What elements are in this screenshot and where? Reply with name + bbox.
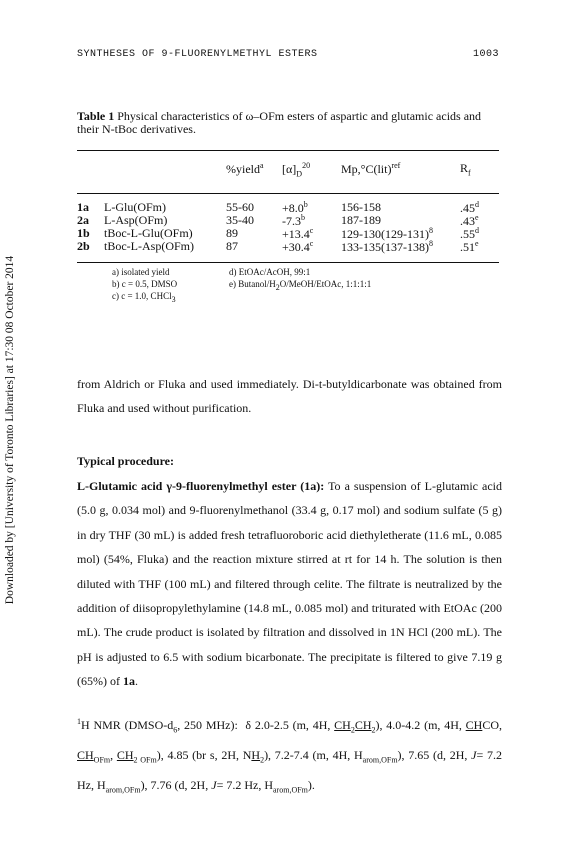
download-notice: Downloaded by [University of Toronto Libraries] at 17:30 08 October 2014 [4, 255, 16, 605]
row-mp: $129-130(129-131)^8$ [341, 226, 433, 241]
page-number: 1003 [472, 49, 499, 60]
table-bottom-rule [77, 262, 499, 263]
table-caption-text: Physical characteristics of ω–OFm esters of aspartic and glutamic acids and their N-tBoc derivatives. [77, 109, 482, 136]
table-caption [77, 110, 502, 136]
row-id: 2b [77, 239, 90, 253]
row-id: 1b [77, 226, 90, 240]
row-mp: $133-135(137-138)^8$ [341, 239, 433, 254]
row-rotation: +30.4$^c$ [282, 239, 314, 254]
col-rotation: $[\alpha]_D^{20}$ [282, 161, 311, 179]
row-mp: 156-158 [341, 200, 381, 214]
col-mp: Mp,°C(lit)$^{ref}$ [341, 161, 401, 176]
row-rotation: +8.0$^b$ [282, 200, 308, 215]
procedure-title: L-Glutamic acid γ-9-fluorenylmethyl ester (1a): [77, 479, 325, 493]
table-header-rule [77, 193, 499, 194]
section-title: Typical procedure: [77, 454, 174, 468]
row-rf: .45$^d$ [460, 200, 479, 215]
row-yield: 87 [226, 239, 238, 253]
row-mp: 187-189 [341, 213, 381, 227]
row-id: 2a [77, 213, 89, 227]
procedure-product: 1a [122, 674, 135, 689]
row-yield: 55-60 [226, 200, 254, 214]
table-label: Table 1 [77, 109, 115, 123]
row-rf: .51e [460, 239, 479, 254]
col-yield: %yield$^a$ [226, 161, 264, 176]
running-header [77, 49, 499, 60]
row-compound: tBoc-L-Asp(OFm) [104, 239, 194, 253]
row-rf: .43e [460, 213, 479, 228]
row-yield: 89 [226, 226, 238, 240]
procedure-text: To a suspension of L-glutamic acid (5.0 g, 0.034 mol) and 9-fluorenylmethanol (33.4 g, 0.17 mol) and sodium sulfate (5 g) in dry THF (30 mL) is added fresh tetrafluoroboric acid diethyletherate (11.6 mL, 0.085 mol) (54%, Fluka) and the reaction mixture stirred at rt for 14 h. The solution is then diluted with THF (100 mL) and filtered through celite. The filtrate is neutralized by the addition of diisopropylethylamine (14.8 mL, 0.085 mol) and triturated with EtOAc (200 mL). The crude product is isolated by filtration and dissolved in 1N HCl (200 mL). The pH is adjusted to 6.5 with sodium bicarbonate. The precipitate is filtered to give 7.19 g (65%) of [77, 479, 502, 689]
row-compound: L-Asp(OFm) [104, 213, 168, 227]
table-top-rule [77, 150, 499, 151]
row-id: 1a [77, 200, 89, 214]
procedure-paragraph: L-Glutamic acid γ-9-fluorenylmethyl ester (1a): To a suspension of L-glutamic acid (5.0 g, 0.034 mol) and 9-fluorenylmethanol (33.4 g, 0.17 mol) and sodium sulfate (5 g) in dry THF (30 mL) is added fresh tetrafluoroboric acid diethyletherate (11.6 mL, 0.085 mol) (54%, Fluka) and the reaction mixture stirred at rt for 14 h. The solution is then diluted with THF (100 mL) and filtered through celite. The filtrate is neutralized by the addition of diisopropylethylamine (14.8 mL, 0.085 mol) and triturated with EtOAc (200 mL). The crude product is isolated by filtration and dissolved in 1N HCl (200 mL). The pH is adjusted to 6.5 with sodium bicarbonate. The precipitate is filtered to give 7.19 g (65%) of 1a. [77, 479, 502, 689]
row-rotation: -7.3$^b$ [282, 213, 305, 228]
footnotes-left: a) isolated yield b) c = 0.5, DMSO c) c = 1.0, CHCl$_3$ [112, 267, 178, 304]
row-compound: tBoc-L-Glu(OFm) [104, 226, 193, 240]
row-compound: L-Glu(OFm) [104, 200, 166, 214]
col-rf: $R_f$ [460, 161, 471, 178]
row-yield: 35-40 [226, 213, 254, 227]
row-rf: .55$^d$ [460, 226, 479, 241]
nmr-data: $^1$H NMR ($DMSO-d_6$, 250 MHz): δ 2.0-2.5 (m, 4H, $CH_2CH_2$), 4.0-4.2 (m, 4H, CHCO, $CH_{OFm}$, $CH_{2 OFm}$), 4.85 (br s, 2H, $NH_2$), 7.2-7.4 (m, 4H, $H_{arom,OFm}$), 7.65 (d, 2H, J= 7.2 Hz, $H_{arom,OFm}$), 7.76 (d, 2H, J= 7.2 Hz, $H_{arom,OFm}$). [77, 717, 502, 794]
running-title: SYNTHESES OF 9-FLUORENYLMETHYL ESTERS [77, 49, 318, 60]
footnotes-right: d) EtOAc/AcOH, 99:1 e) Butanol/$H_2O/MeOH$/EtOAc, 1:1:1:1 [229, 267, 372, 292]
row-rotation: +13.4$^c$ [282, 226, 314, 241]
paragraph-sources: from Aldrich or Fluka and used immediately. Di-t-butyldicarbonate was obtained from Fluka and used without purification. [77, 377, 502, 416]
